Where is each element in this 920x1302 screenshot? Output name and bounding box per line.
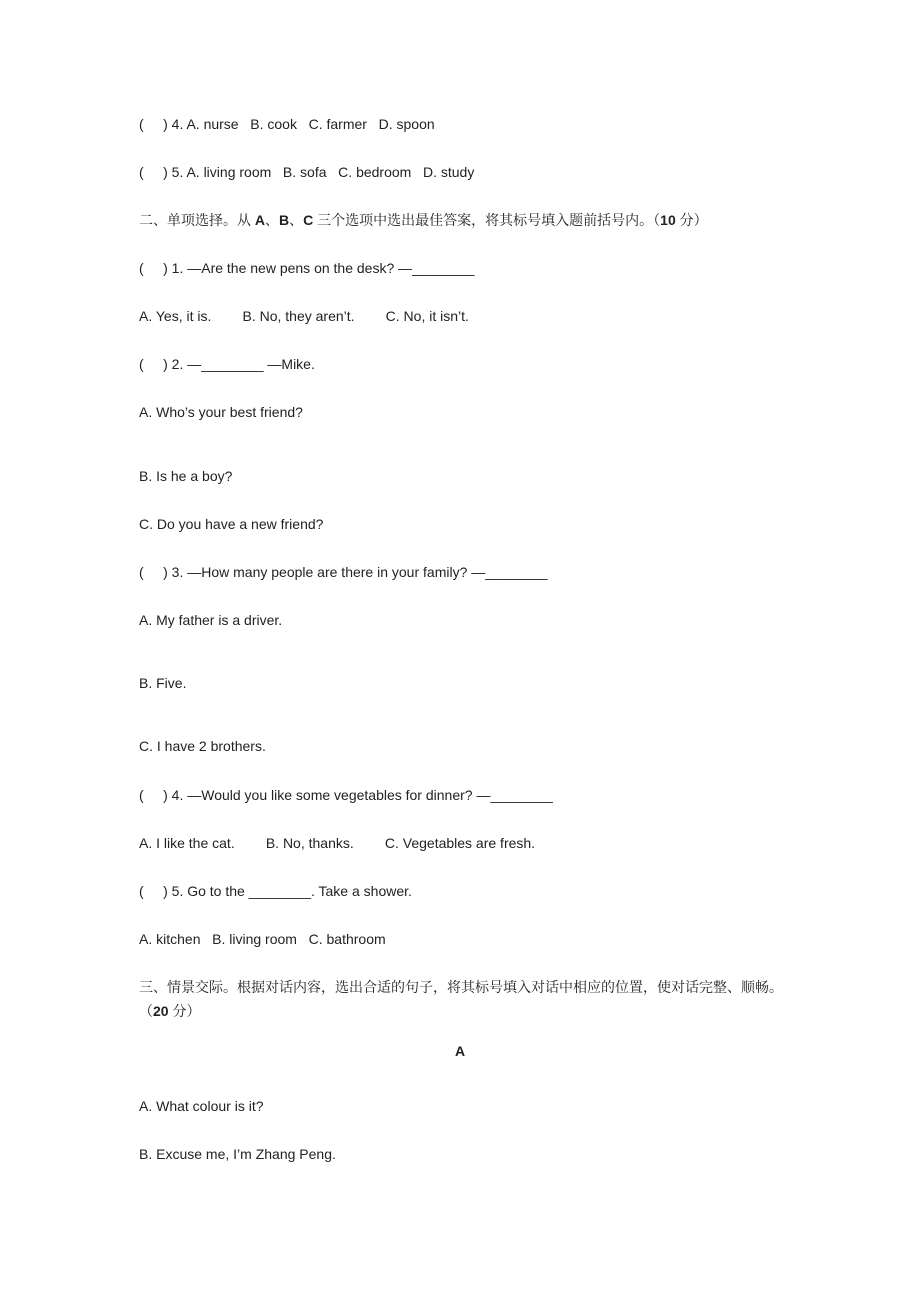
answer-option: A. Who’s your best friend?	[139, 404, 303, 420]
dialogue-option: A. What colour is it?	[139, 1098, 264, 1114]
dialogue-option: B. Excuse me, I’m Zhang Peng.	[139, 1146, 336, 1162]
section-heading: 二、单项选择。从 A、B、C 三个选项中选出最佳答案，将其标号填入题前括号内。（10 分）	[139, 212, 708, 228]
answer-option: C. Do you have a new friend?	[139, 516, 324, 532]
part-label: A	[454, 1043, 466, 1059]
answer-option: B. Is he a boy?	[139, 468, 233, 484]
question-line: ( ) 5. A. living room B. sofa C. bedroom D. study	[139, 164, 475, 180]
question-line: ( ) 5. Go to the ________. Take a shower.	[139, 883, 412, 899]
question-line: ( ) 4. —Would you like some vegetables for dinner? —________	[139, 787, 553, 803]
answer-options: A. kitchen B. living room C. bathroom	[139, 931, 386, 947]
answer-option: C. I have 2 brothers.	[139, 738, 266, 754]
answer-option: A. My father is a driver.	[139, 612, 283, 628]
question-line: ( ) 1. —Are the new pens on the desk? —________	[139, 260, 475, 276]
answer-option: B. Five.	[139, 675, 187, 691]
question-line: ( ) 2. —________ —Mike.	[139, 356, 315, 372]
answer-options: A. Yes, it is. B. No, they aren’t. C. No, it isn’t.	[139, 308, 469, 324]
section-heading: 三、情景交际。根据对话内容，选出合适的句子，将其标号填入对话中相应的位置，使对话完整、顺畅。（20 分）	[139, 979, 783, 1019]
question-line: ( ) 4. A. nurse B. cook C. farmer D. spoon	[139, 116, 435, 132]
answer-options: A. I like the cat. B. No, thanks. C. Vegetables are fresh.	[139, 835, 536, 851]
question-line: ( ) 3. —How many people are there in your family? —________	[139, 564, 548, 580]
